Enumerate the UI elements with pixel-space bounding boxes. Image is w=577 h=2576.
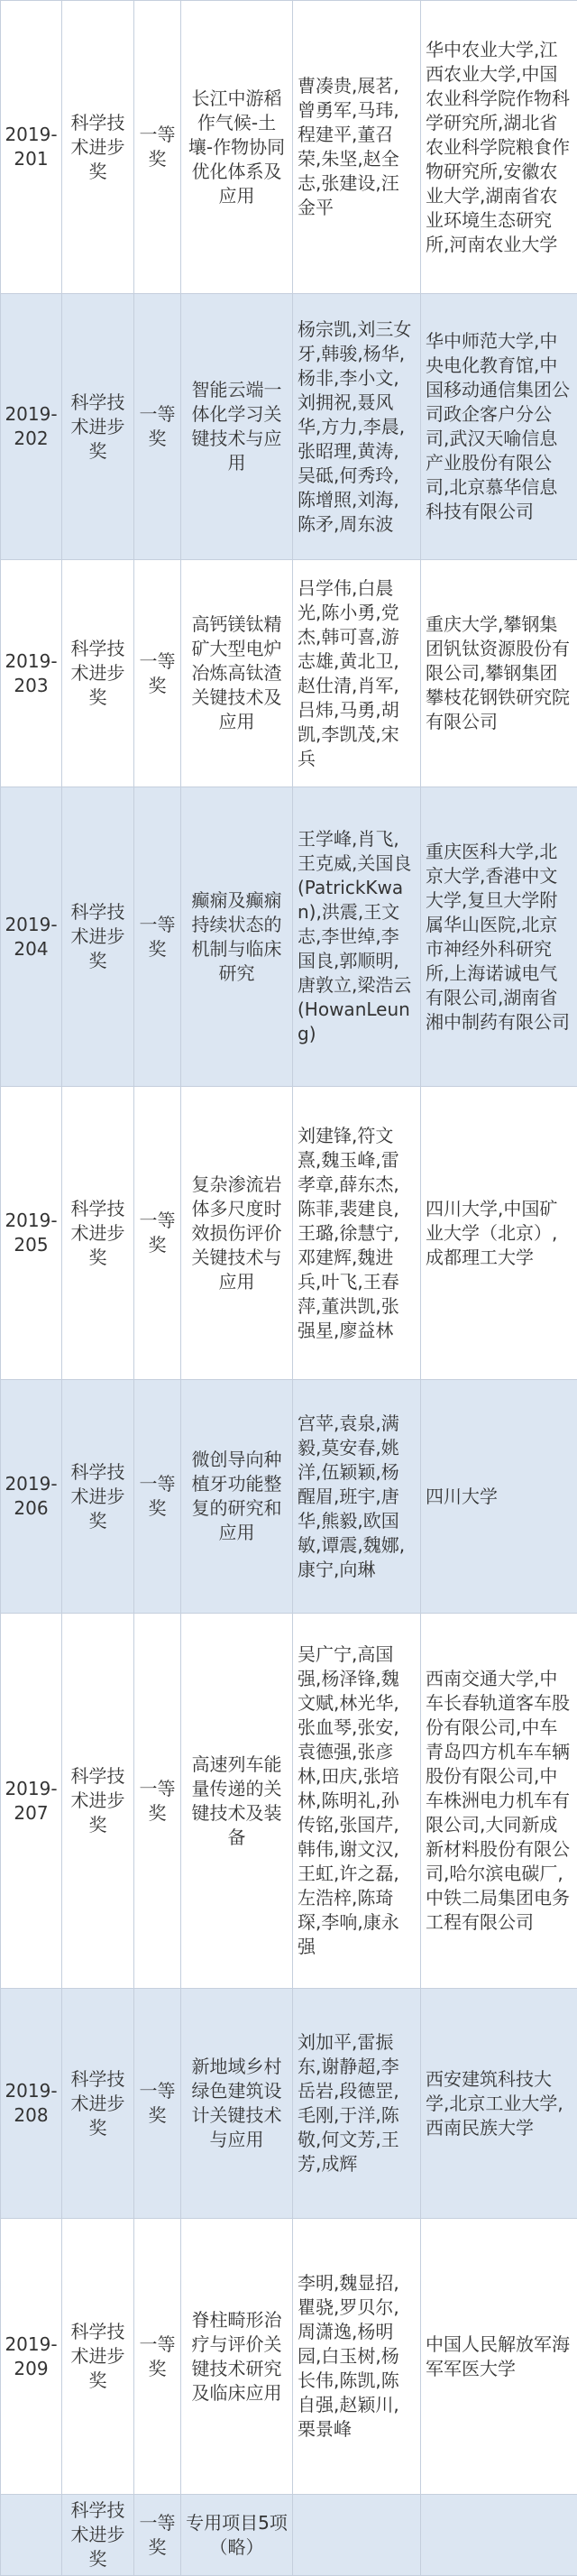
table-row (1, 787, 577, 1087)
project-name-cell: 癫痫及癫痫持续状态的机制与临床研究 (181, 787, 293, 1087)
contributors-cell: 李明,魏显招,瞿骁,罗贝尔,周潇逸,杨明园,白玉树,杨长伟,陈凯,陈自强,赵颖川,栗景峰 (293, 2219, 421, 2495)
award-category-cell: 科学技术进步奖 (62, 1380, 134, 1614)
contributors-cell: 刘建锋,符文熹,魏玉峰,雷孝章,薛东杰,陈菲,裴建良,王璐,徐慧宁,邓建辉,魏进兵,叶飞,王春萍,董洪凯,张强星,廖益林 (293, 1087, 421, 1380)
project-name-cell: 长江中游稻作气候-土壤-作物协同优化体系及应用 (181, 1, 293, 294)
project-name-cell: 高钙镁钛精矿大型电炉冶炼高钛渣关键技术及应用 (181, 560, 293, 787)
award-category-cell: 科学技术进步奖 (62, 787, 134, 1087)
project-name-cell: 专用项目5项（略） (181, 2495, 293, 2576)
award-id-cell: 2019-202 (1, 294, 62, 560)
award-category-cell: 科学技术进步奖 (62, 2495, 134, 2576)
award-level-cell: 一等奖 (134, 560, 181, 787)
award-category-cell: 科学技术进步奖 (62, 560, 134, 787)
award-level-cell: 一等奖 (134, 1087, 181, 1380)
table-row (1, 294, 577, 560)
table-row (1, 1614, 577, 1989)
contributors-cell (293, 2495, 421, 2576)
award-category-cell: 科学技术进步奖 (62, 1989, 134, 2219)
award-category-cell: 科学技术进步奖 (62, 1614, 134, 1989)
contributors-cell: 吕学伟,白晨光,陈小勇,党杰,韩可喜,游志雄,黄北卫,赵仕清,肖军,吕炜,马勇,胡凯,李凯茂,宋兵 (293, 560, 421, 787)
contributors-cell: 刘加平,雷振东,谢静超,李岳岩,段德罡,毛刚,于洋,陈敬,何文芳,王芳,成辉 (293, 1989, 421, 2219)
award-level-cell: 一等奖 (134, 1, 181, 294)
award-category-cell: 科学技术进步奖 (62, 294, 134, 560)
award-level-cell: 一等奖 (134, 1380, 181, 1614)
award-id-cell: 2019-205 (1, 1087, 62, 1380)
award-id-cell: 2019-208 (1, 1989, 62, 2219)
institutions-cell: 四川大学,中国矿业大学（北京）,成都理工大学 (421, 1087, 577, 1380)
institutions-cell: 西南交通大学,中车长春轨道客车股份有限公司,中车青岛四方机车车辆股份有限公司,中车株洲电力机车有限公司,大同新成新材料股份有限公司,哈尔滨电碳厂,中铁二局集团电务工程有限公司 (421, 1614, 577, 1989)
project-name-cell: 脊柱畸形治疗与评价关键技术研究及临床应用 (181, 2219, 293, 2495)
award-category-cell: 科学技术进步奖 (62, 2219, 134, 2495)
table-row (1, 1380, 577, 1614)
award-id-cell: 2019-207 (1, 1614, 62, 1989)
table-row (1, 2495, 577, 2576)
institutions-cell: 四川大学 (421, 1380, 577, 1614)
institutions-cell: 重庆大学,攀钢集团钒钛资源股份有限公司,攀钢集团攀枝花钢铁研究院有限公司 (421, 560, 577, 787)
contributors-cell: 曹凑贵,展茗,曾勇军,马玮,程建平,董召荣,朱坚,赵全志,张建设,汪金平 (293, 1, 421, 294)
table-row (1, 560, 577, 787)
contributors-cell: 杨宗凯,刘三女牙,韩骏,杨华,杨非,李小文,刘拥祝,聂风华,方力,李晨,张昭理,黄涛,吴砥,何秀玲,陈增照,刘海,陈矛,周东波 (293, 294, 421, 560)
project-name-cell: 高速列车能量传递的关键技术及装备 (181, 1614, 293, 1989)
award-level-cell: 一等奖 (134, 294, 181, 560)
award-level-cell: 一等奖 (134, 1614, 181, 1989)
award-id-cell: 2019-209 (1, 2219, 62, 2495)
award-level-cell: 一等奖 (134, 1989, 181, 2219)
table-row (1, 1989, 577, 2219)
table-row (1, 1087, 577, 1380)
award-level-cell: 一等奖 (134, 787, 181, 1087)
award-level-cell: 一等奖 (134, 2219, 181, 2495)
contributors-cell: 吴广宁,高国强,杨泽锋,魏文赋,林光华,张血琴,张安,袁德强,张彦林,田庆,张培林,陈明礼,孙传铭,张国芹,韩伟,谢文汉,王虹,许之磊,左浩梓,陈琦琛,李响,康永强 (293, 1614, 421, 1989)
contributors-cell: 宫苹,袁泉,满毅,莫安春,姚洋,伍颖颖,杨醒眉,班宇,唐华,熊毅,欧国敏,谭震,魏娜,康宁,向琳 (293, 1380, 421, 1614)
institutions-cell (421, 2495, 577, 2576)
award-id-cell: 2019-203 (1, 560, 62, 787)
award-category-cell: 科学技术进步奖 (62, 1087, 134, 1380)
project-name-cell: 新地域乡村绿色建筑设计关键技术与应用 (181, 1989, 293, 2219)
project-name-cell: 微创导向种植牙功能整复的研究和应用 (181, 1380, 293, 1614)
contributors-cell: 王学峰,肖飞,王克威,关国良(PatrickKwan),洪震,王文志,李世绰,李国良,郭顺明,唐敦立,梁浩云(HowanLeung) (293, 787, 421, 1087)
institutions-cell: 华中农业大学,江西农业大学,中国农业科学院作物科学研究所,湖北省农业科学院粮食作物研究所,安徽农业大学,湖南省农业环境生态研究所,河南农业大学 (421, 1, 577, 294)
project-name-cell: 复杂渗流岩体多尺度时效损伤评价关键技术与应用 (181, 1087, 293, 1380)
table-row (1, 2219, 577, 2495)
award-id-cell: 2019-204 (1, 787, 62, 1087)
award-level-cell: 一等奖 (134, 2495, 181, 2576)
award-category-cell: 科学技术进步奖 (62, 1, 134, 294)
institutions-cell: 中国人民解放军海军军医大学 (421, 2219, 577, 2495)
institutions-cell: 重庆医科大学,北京大学,香港中文大学,复旦大学附属华山医院,北京市神经外科研究所,上海诺诚电气有限公司,湖南省湘中制药有限公司 (421, 787, 577, 1087)
project-name-cell: 智能云端一体化学习关键技术与应用 (181, 294, 293, 560)
award-id-cell: 2019-206 (1, 1380, 62, 1614)
institutions-cell: 华中师范大学,中央电化教育馆,中国移动通信集团公司政企客户分公司,武汉天喻信息产业股份有限公司,北京慕华信息科技有限公司 (421, 294, 577, 560)
award-id-cell: 2019-201 (1, 1, 62, 294)
table-row (1, 1, 577, 294)
award-id-cell (1, 2495, 62, 2576)
institutions-cell: 西安建筑科技大学,北京工业大学,西南民族大学 (421, 1989, 577, 2219)
